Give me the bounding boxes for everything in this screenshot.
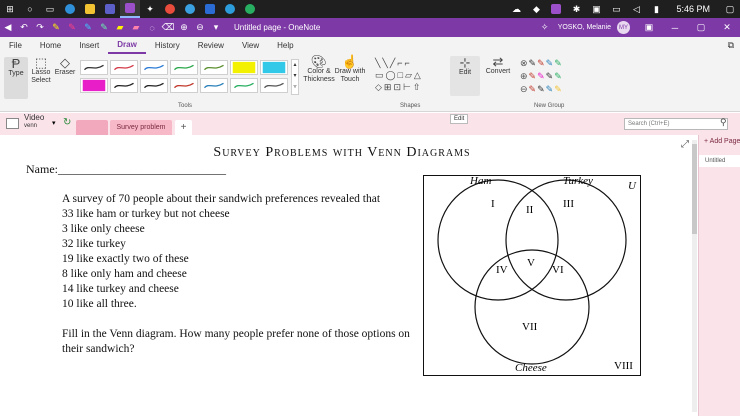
vertical-scrollbar[interactable] [692,140,697,412]
tab-view[interactable]: View [241,41,260,50]
region-label: II [526,204,534,216]
eraser-button[interactable] [54,55,76,77]
pen-swatch[interactable] [80,60,108,75]
globe-icon[interactable] [220,0,240,18]
problem-line: 10 like all three. [62,298,137,310]
ribbon-tabs [0,37,740,54]
tab-review[interactable]: Review [197,41,224,50]
convert-label: Convert [485,68,511,75]
lasso-icon: ⬚ [34,55,48,70]
pen-swatch[interactable] [260,78,288,93]
window-title: Untitled page - OneNote [234,23,321,32]
sync-icon[interactable]: ↻ [63,117,72,128]
set-label-ham: Ham [470,175,492,187]
pen-gallery-scroll[interactable]: ▴ ▾ ▿ [291,59,299,95]
convert-icon: ⇄ [492,54,504,69]
region-label: VIII [614,360,633,372]
color-thickness-label: Color & Thickness [303,68,335,83]
color-thickness-button[interactable] [302,54,336,84]
problem-line: A survey of 70 people about their sandwich preferences revealed that [62,193,381,205]
ink-pen-icon[interactable]: ✎ [100,22,108,32]
problem-line: 19 like exactly two of these [62,253,189,265]
network-icon[interactable]: ▭ [612,3,621,14]
region-label: VI [552,264,564,276]
task-view-icon[interactable]: ▭ [45,3,55,14]
problem-line: 8 like only ham and cheese [62,268,187,280]
tab-draw[interactable]: Draw [108,37,146,54]
problem-line: 33 like ham or turkey but not cheese [62,208,230,220]
universe-label: U [628,180,636,192]
pen-swatch[interactable] [140,78,168,93]
search-icon[interactable]: ○ [27,4,33,14]
expand-icon[interactable]: ⤢ [681,139,689,150]
section-bar [0,113,740,135]
problem-line: 32 like turkey [62,238,126,250]
tab-help[interactable]: Help [277,41,294,50]
add-page-label: Add Page [709,138,740,145]
file-explorer-icon[interactable] [80,0,100,18]
redo-icon[interactable]: ↷ [36,22,44,32]
windows-start-icon[interactable]: ⊞ [6,3,14,14]
page-canvas[interactable] [0,135,698,416]
clock[interactable]: 5:46 PM [676,4,710,14]
notebook-subname: venn [24,123,38,129]
page-title: Survey Problems with Venn Diagrams [213,145,471,160]
edit-tooltip: Edit [450,114,468,124]
set-label-cheese: Cheese [515,362,547,374]
tab-file[interactable]: File [9,41,22,50]
section-tab-blank[interactable] [76,120,108,135]
highlighter-icon[interactable]: ▰ [116,22,124,32]
onenote-taskbar-icon[interactable] [120,0,140,18]
pen-swatch[interactable] [230,78,258,93]
shield-icon[interactable] [240,0,260,18]
lasso-select-button[interactable] [30,55,52,85]
problem-line: 14 like turkey and cheese [62,283,179,295]
venn-diagram [423,175,641,376]
page-tab-untitled[interactable]: Untitled [699,155,740,167]
pen-swatch[interactable] [110,78,138,93]
user-name[interactable]: YOSKO, Melanie [557,24,611,31]
highlighter-icon[interactable]: ▰ [132,22,140,32]
word-icon[interactable] [200,0,220,18]
windows-taskbar [0,0,740,18]
chevron-down-icon[interactable]: ▾ [52,120,56,127]
region-label: I [491,198,495,210]
pen-swatch[interactable] [200,78,228,93]
add-page-button[interactable]: + Add Page [704,138,740,145]
add-section-button[interactable]: + [175,120,192,135]
problem-text [62,192,380,312]
question-text: Fill in the Venn diagram. How many people prefer none of those options on their sandwich? [62,328,410,355]
pen-swatch[interactable] [170,60,198,75]
edit-label: Edit [458,69,472,76]
edge-icon[interactable] [60,0,80,18]
pin-icon[interactable]: ✦ [146,3,154,14]
avatar[interactable]: MY [617,21,630,34]
pen-swatch[interactable] [110,60,138,75]
notebook-icon[interactable] [6,118,19,129]
notebook-picker[interactable] [24,113,44,131]
region-label: IV [496,264,508,276]
battery-icon[interactable]: ▮ [653,3,659,14]
undo-icon[interactable]: ↶ [20,22,28,32]
eraser-icon: ◇ [60,55,70,70]
new-group-tools[interactable]: ⊗✎✎✎✎ ⊕✎✎✎✎ ⊖✎✎✎✎ [520,58,563,94]
tools-group-label: Tools [178,103,193,109]
type-label: Type [8,70,24,77]
lasso-icon[interactable]: ◌ [149,22,155,33]
bluetooth-icon[interactable]: ✱ [572,3,581,14]
pen-swatch[interactable] [80,78,108,93]
touch-draw-icon: ☝ [341,54,359,69]
draw-touch-label: Draw with Touch [334,68,366,83]
customize-icon[interactable]: ▾ [213,22,219,32]
share-icon[interactable]: ⧉ [727,40,734,50]
title-bar [0,18,740,37]
notifications-icon[interactable]: ▢ [725,3,735,14]
zoom-in-icon[interactable]: ⊕ [180,22,188,32]
notebook-name: Video [24,113,45,122]
pen-swatch[interactable] [260,60,288,75]
convert-button[interactable] [483,54,513,76]
region-label: V [527,257,535,269]
dropbox-icon[interactable]: ◆ [533,3,540,14]
edit-button[interactable] [450,56,480,96]
draw-with-touch-button[interactable] [334,54,366,84]
teams-icon[interactable] [100,0,120,18]
region-label: VII [522,321,538,333]
shapes-group-label: Shapes [400,103,421,109]
onenote-tray-icon[interactable] [546,0,566,18]
scrollbar-thumb[interactable] [692,144,697,234]
minimize-icon[interactable]: ─ [671,22,679,33]
pen-swatch[interactable] [140,60,168,75]
palette-icon: 🎨︎ [310,54,328,69]
type-button[interactable] [4,57,28,99]
name-field: Name:____________________________ [26,162,226,176]
back-icon[interactable]: ◀ [4,22,12,32]
close-icon[interactable]: ✕ [723,22,731,32]
problem-line: 3 like only cheese [62,223,145,235]
type-cursor-icon: Ᵽ [11,56,21,71]
app-icon[interactable] [180,0,200,18]
pen-swatch[interactable] [200,60,228,75]
ink-pen-icon[interactable]: ✎ [68,22,76,32]
app-tray-icon[interactable]: ▣ [592,3,601,14]
lightbulb-icon[interactable]: ✧ [540,22,549,32]
search-input[interactable]: Search (Ctrl+E) [624,118,728,130]
ham-circle [438,180,558,300]
chrome-icon[interactable] [160,0,180,18]
ink-pen-icon[interactable]: ✎ [52,22,60,32]
edit-icon: ⊹ [459,55,471,70]
volume-icon[interactable]: ◁ [633,3,640,14]
tab-home[interactable]: Home [39,41,62,50]
section-tab-survey-problem[interactable]: Survey problem [110,120,172,135]
maximize-icon[interactable]: ▢ [696,22,706,32]
tab-insert[interactable]: Insert [79,41,100,50]
tab-history[interactable]: History [154,41,180,50]
pen-swatch[interactable] [170,78,198,93]
pen-swatch[interactable] [230,60,258,75]
shapes-gallery[interactable]: ╲╲╱⌐⌐ ▭◯□▱△ ◇⊞⊡⊢⇧ [375,58,423,92]
ink-pen-icon[interactable]: ✎ [84,22,92,32]
ribbon-display-icon[interactable]: ▣ [644,22,654,32]
zoom-out-icon[interactable]: ⊖ [196,22,204,32]
set-label-turkey: Turkey [563,175,593,187]
search-icon[interactable]: ⚲ [720,117,727,127]
region-label: III [563,198,574,210]
cloud-icon[interactable]: ☁ [511,3,521,14]
new-group-label: New Group [534,103,565,109]
eraser-label: Eraser [54,69,76,76]
eraser-icon[interactable]: ⌫ [161,22,175,32]
pages-pane [698,135,740,416]
lasso-label: Lasso Select [31,69,51,84]
